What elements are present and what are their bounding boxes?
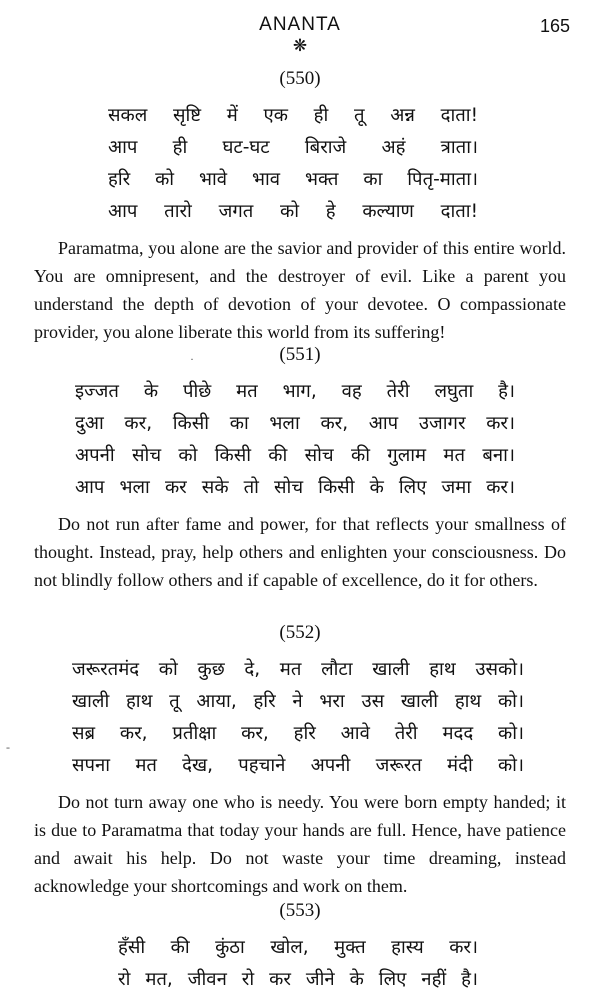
verse-line: अपनी सोच को किसी की सोच की गुलाम मत बना। xyxy=(75,445,515,466)
verse-552 xyxy=(0,620,600,900)
verse-line: जरूरतमंद को कुछ दे, मत लौटा खाली हाथ उसको। xyxy=(72,659,524,680)
verse-line: सकल सृष्टि में एक ही तू अन्न दाता! xyxy=(108,105,478,126)
verse-number: (551) xyxy=(279,344,321,365)
verse-line: दुआ कर, किसी का भला कर, आप उजागर कर। xyxy=(75,413,515,434)
verse-line: इज्जत के पीछे मत भाग, वह तेरी लघुता है। xyxy=(75,381,515,402)
verse-line: सब्र कर, प्रतीक्षा कर, हरि आवे तेरी मदद को। xyxy=(72,723,524,744)
verse-line: खाली हाथ तू आया, हरि ने भरा उस खाली हाथ को। xyxy=(72,691,524,712)
translation-text: Do not run after fame and power, for that reflects your smallness of thought. Instead, pray, help others and enlighten your consciousness. Do not blindly follow others and if capable of excellence, do it for others. xyxy=(34,514,566,590)
translation-text: Do not turn away one who is needy. You were born empty handed; it is due to Paramatma that today your hands are full. Hence, have patience and await his help. Do not waste your time dreaming, instead acknowledge your shortcomings and work on them. xyxy=(34,792,566,896)
verse-number: (550) xyxy=(279,68,321,89)
verse-lines xyxy=(108,100,478,228)
verse-553 xyxy=(0,898,600,996)
verse-line: आप तारो जगत को हे कल्याण दाता! xyxy=(108,201,478,222)
verse-line: आप ही घट-घट बिराजे अहं त्राता। xyxy=(108,137,478,158)
verse-number: (552) xyxy=(279,622,321,643)
verse-translation xyxy=(0,510,600,594)
verse-550 xyxy=(0,66,600,346)
verse-line: हँसी की कुंठा खोल, मुक्त हास्य कर। xyxy=(118,937,478,958)
verse-translation xyxy=(0,788,600,900)
verse-line: सपना मत देख, पहचाने अपनी जरूरत मंदी को। xyxy=(72,755,524,776)
page-number: 165 xyxy=(539,16,570,36)
verse-lines xyxy=(75,376,515,504)
verse-translation xyxy=(0,234,600,346)
verse-number: (553) xyxy=(279,900,321,921)
translation-text: Paramatma, you alone are the savior and provider of this entire world. You are omnipresent, and the destroyer of evil. Like a parent you understand the depth of devotion of your devotee. O compassionate provider, you alone liberate this world from its suffering! xyxy=(34,238,566,342)
verse-line: हरि को भावे भाव भक्त का पितृ-माता। xyxy=(108,169,478,190)
verse-line: आप भला कर सके तो सोच किसी के लिए जमा कर। xyxy=(75,477,515,498)
print-speck: · xyxy=(190,352,194,366)
print-speck: - xyxy=(6,740,10,754)
verse-551 xyxy=(0,342,600,594)
header-ornament-icon: ❋ xyxy=(292,36,308,56)
running-header-title: ANANTA xyxy=(259,14,341,35)
verse-line: रो मत, जीवन रो कर जीने के लिए नहीं है। xyxy=(118,969,478,990)
verse-lines xyxy=(118,932,478,996)
verse-lines xyxy=(72,654,524,782)
